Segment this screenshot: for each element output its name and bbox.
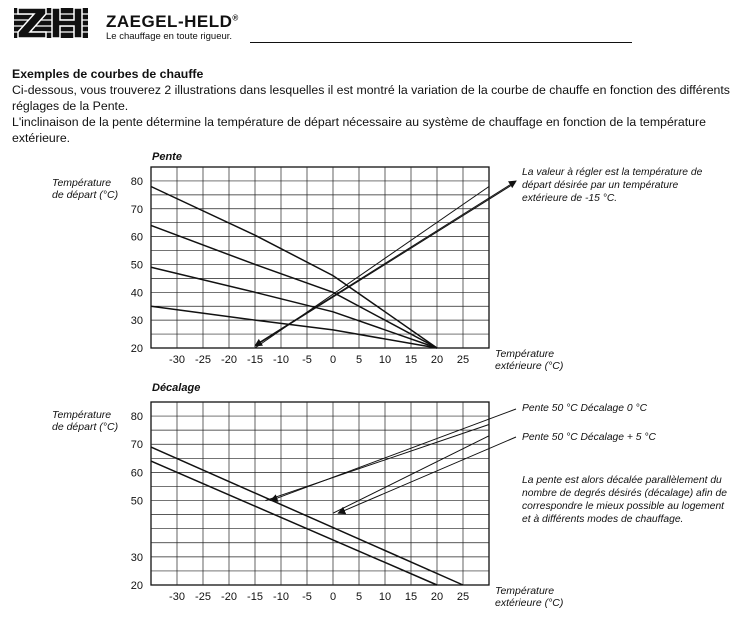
decalage-ytick-label: 70 — [130, 439, 143, 452]
decalage-xtick-label: -15 — [247, 591, 263, 603]
decalage-plot-frame — [151, 402, 489, 585]
pente-xtick-label: 20 — [430, 354, 444, 366]
decalage-xtick-label: -25 — [195, 591, 211, 603]
decalage-xtick-label: -20 — [221, 591, 237, 603]
pente-ytick-label: 40 — [130, 287, 143, 300]
pente-ylabel-line2: de départ (°C) — [52, 189, 119, 201]
pente-xtick-label: 0 — [329, 354, 337, 366]
decalage-label-0: Pente 50 °C Décalage 0 °C — [522, 403, 648, 414]
decalage-chart-title: Décalage — [152, 382, 201, 394]
brand-name: ZAEGEL-HELD® — [106, 12, 239, 31]
brand-tagline: Le chauffage en toute rigueur. — [106, 31, 233, 42]
decalage-ytick-label: 30 — [130, 551, 143, 564]
pente-annotation: La valeur à régler est la température de départ désirée par un température extérieure de -15 °C. — [522, 167, 703, 204]
pente-xtick-label: 15 — [404, 354, 418, 366]
pente-ytick-label: 30 — [130, 315, 143, 328]
pente-xtick-label: -25 — [195, 354, 211, 366]
decalage-xtick-label: -30 — [169, 591, 185, 603]
decalage-xtick-label: 10 — [378, 591, 392, 603]
pente-xlabel-line2: extérieure (°C) — [495, 360, 564, 372]
intro-paragraph-1: Ci-dessous, vous trouverez 2 illustrations dans lesquelles il est montré la variation de la courbe de chauffe en fonction des différents réglages de la Pente. — [12, 83, 730, 113]
decalage-xtick-label: 5 — [355, 591, 363, 603]
pente-chart — [52, 151, 563, 372]
pente-ytick-label: 20 — [130, 343, 143, 355]
pente-ytick-label: 70 — [130, 203, 143, 216]
pente-plot-frame — [151, 167, 489, 348]
decalage-xtick-label: -10 — [273, 591, 289, 603]
pente-ytick-label: 50 — [130, 259, 143, 272]
decalage-note: La pente est alors décalée parallèlement du nombre de degrés désirés (décalage) afin de correspondre le mieux possible au logement et à différents modes de chauffage. — [522, 475, 727, 525]
pente-xtick-label: 25 — [456, 354, 470, 366]
pente-series-line-2 — [151, 267, 437, 348]
pente-xtick-label: 10 — [378, 354, 392, 366]
decalage-ytick-label: 50 — [130, 495, 143, 508]
pente-xtick-label: 5 — [355, 354, 363, 366]
pente-xtick-label: -30 — [169, 354, 185, 366]
decalage-xtick-label: 0 — [329, 591, 337, 603]
pente-xtick-label: -15 — [247, 354, 263, 366]
decalage-ytick-label: 80 — [130, 411, 143, 424]
pente-ytick-label: 80 — [130, 175, 143, 188]
intro-paragraph-2: L'inclinaison de la pente détermine la température de départ nécessaire au système de chauffage en fonction de la température extérieure. — [12, 115, 706, 145]
pente-ytick-label: 60 — [130, 231, 143, 244]
decalage-series-line-1 — [151, 461, 437, 585]
decalage-ytick-label: 20 — [130, 580, 143, 592]
decalage-chart — [52, 382, 563, 609]
pente-xlabel-line1: Température — [495, 348, 555, 360]
decalage-ylabel-line1: Température — [52, 409, 112, 421]
decalage-xtick-label: 15 — [404, 591, 418, 603]
decalage-label-5: Pente 50 °C Décalage + 5 °C — [522, 432, 656, 443]
pente-xtick-label: -20 — [221, 354, 237, 366]
pente-series-line-0 — [151, 186, 437, 348]
decalage-xlabel-line1: Température — [495, 585, 555, 597]
decalage-xlabel-line2: extérieure (°C) — [495, 597, 564, 609]
pente-series-line-1 — [151, 225, 437, 348]
pente-chart-title: Pente — [152, 151, 182, 163]
decalage-ytick-label: 60 — [130, 467, 143, 480]
decalage-xtick-label: 20 — [430, 591, 444, 603]
section-heading: Exemples de courbes de chauffe — [12, 67, 204, 81]
pente-xtick-label: -5 — [302, 354, 312, 366]
decalage-xtick-label: 25 — [456, 591, 470, 603]
pente-series-line-3 — [151, 306, 437, 348]
pente-xtick-label: -10 — [273, 354, 289, 366]
decalage-ylabel-line2: de départ (°C) — [52, 421, 119, 433]
pente-ylabel-line1: Température — [52, 177, 112, 189]
decalage-xtick-label: -5 — [302, 591, 312, 603]
